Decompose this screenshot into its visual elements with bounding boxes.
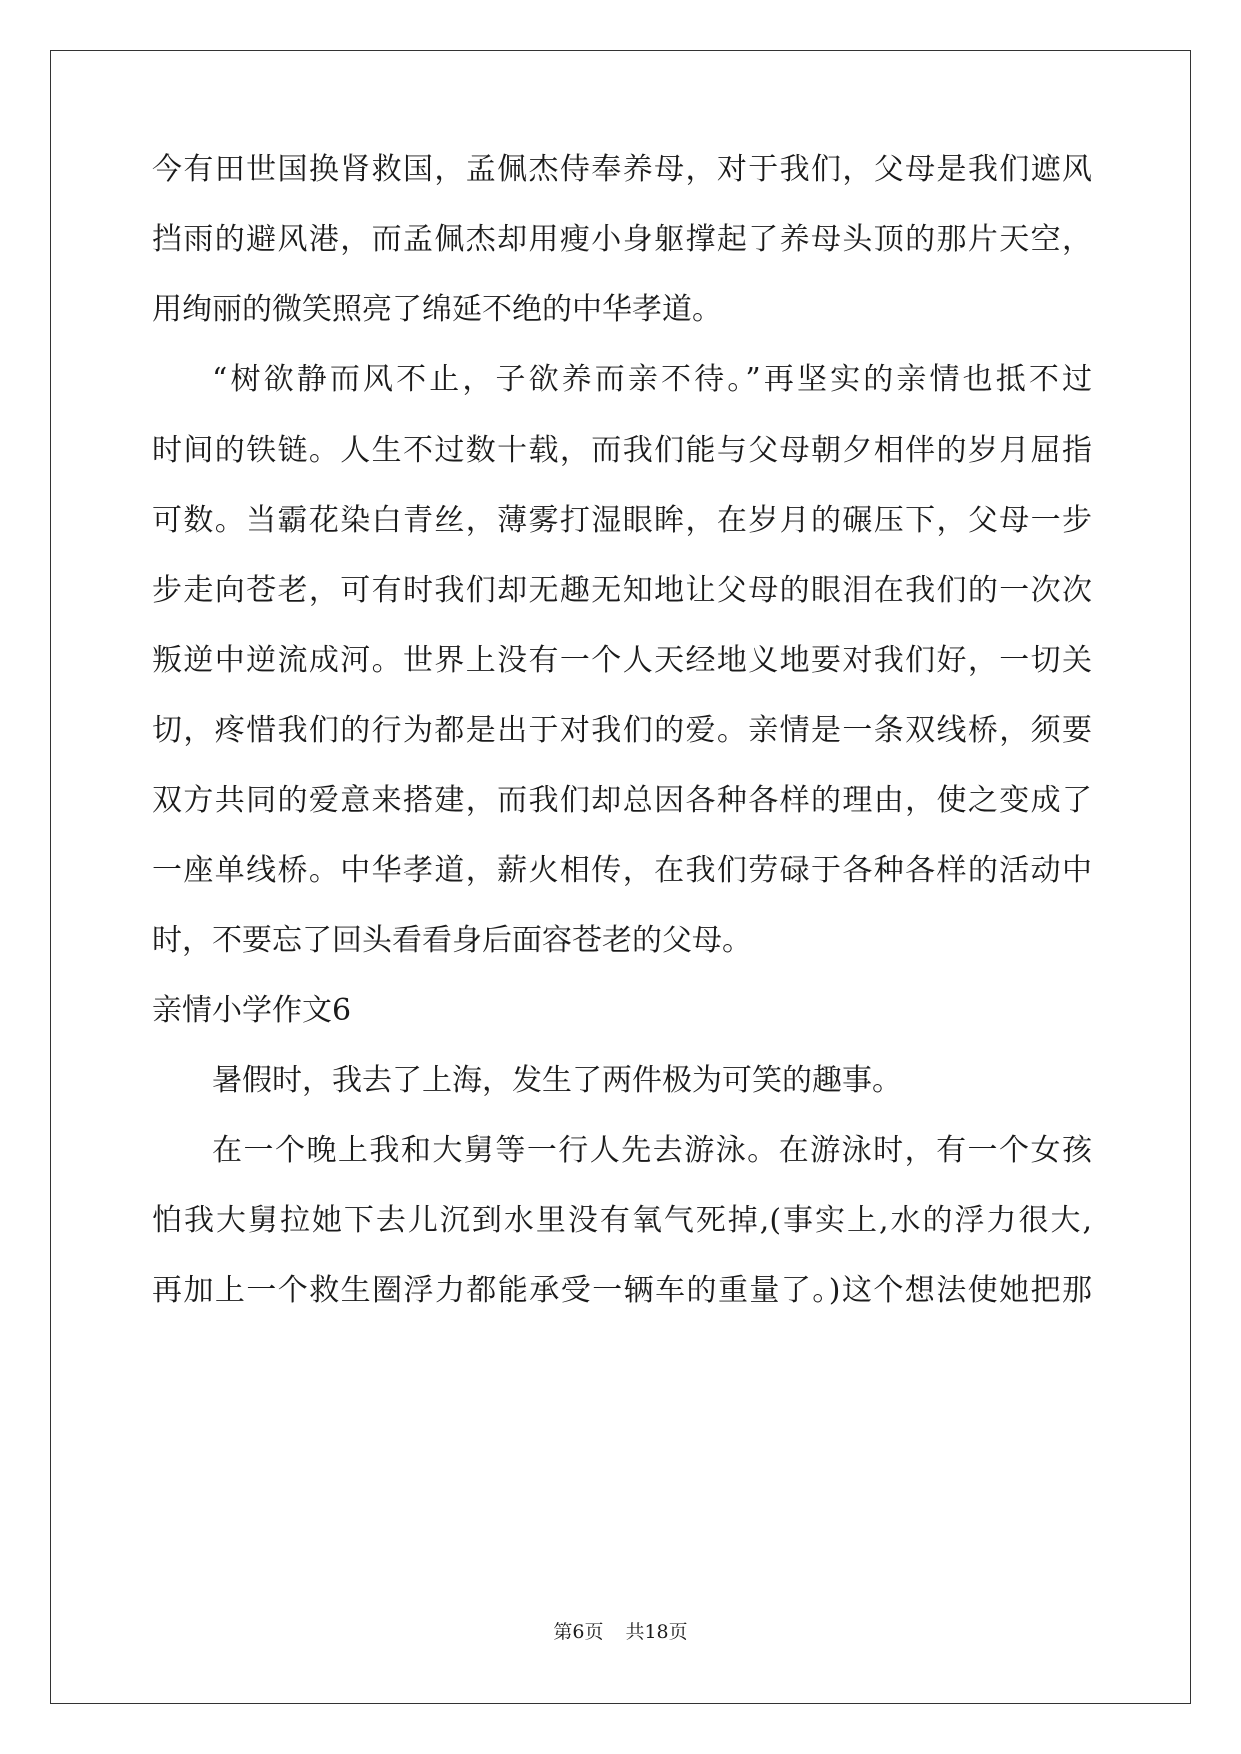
paragraph-line: 切，疼惜我们的行为都是出于对我们的爱。亲情是一条双线桥，须要 [152, 713, 1092, 748]
paragraph-line: 今有田世国换肾救国，孟佩杰侍奉养母，对于我们，父母是我们遮风 [152, 152, 1092, 187]
section-heading: 亲情小学作文6 [152, 993, 352, 1028]
paragraph-line: 怕我大舅拉她下去儿沉到水里没有氧气死掉,(事实上,水的浮力很大, [152, 1203, 1092, 1238]
paragraph-line: 暑假时，我去了上海，发生了两件极为可笑的趣事。 [212, 1063, 902, 1098]
paragraph-line: 用绚丽的微笑照亮了绵延不绝的中华孝道。 [152, 292, 722, 327]
paragraph-line: 在一个晚上我和大舅等一行人先去游泳。在游泳时，有一个女孩 [212, 1133, 1092, 1168]
paragraph-line: 步走向苍老，可有时我们却无趣无知地让父母的眼泪在我们的一次次 [152, 573, 1092, 608]
page-number: 第6页 [553, 1621, 604, 1643]
paragraph-line: 叛逆中逆流成河。世界上没有一个人天经地义地要对我们好，一切关 [152, 643, 1092, 678]
paragraph-line: 一座单线桥。中华孝道，薪火相传，在我们劳碌于各种各样的活动中 [152, 853, 1092, 888]
paragraph-line: 挡雨的避风港，而孟佩杰却用瘦小身躯撑起了养母头顶的那片天空， [152, 222, 1092, 257]
paragraph-line: 时间的铁链。人生不过数十载，而我们能与父母朝夕相伴的岁月屈指 [152, 433, 1092, 468]
paragraph-line: 可数。当霸花染白青丝，薄雾打湿眼眸，在岁月的碾压下，父母一步 [152, 503, 1092, 538]
paragraph-line: 双方共同的爱意来搭建，而我们却总因各种各样的理由，使之变成了 [152, 783, 1092, 818]
paragraph-line: 再加上一个救生圈浮力都能承受一辆车的重量了。)这个想法使她把那 [152, 1273, 1092, 1308]
page-footer [0, 1620, 1241, 1644]
paragraph-line: “树欲静而风不止，子欲养而亲不待。”再坚实的亲情也抵不过 [212, 362, 1092, 397]
total-pages: 共18页 [625, 1621, 688, 1643]
paragraph-line: 时，不要忘了回头看看身后面容苍老的父母。 [152, 923, 752, 958]
